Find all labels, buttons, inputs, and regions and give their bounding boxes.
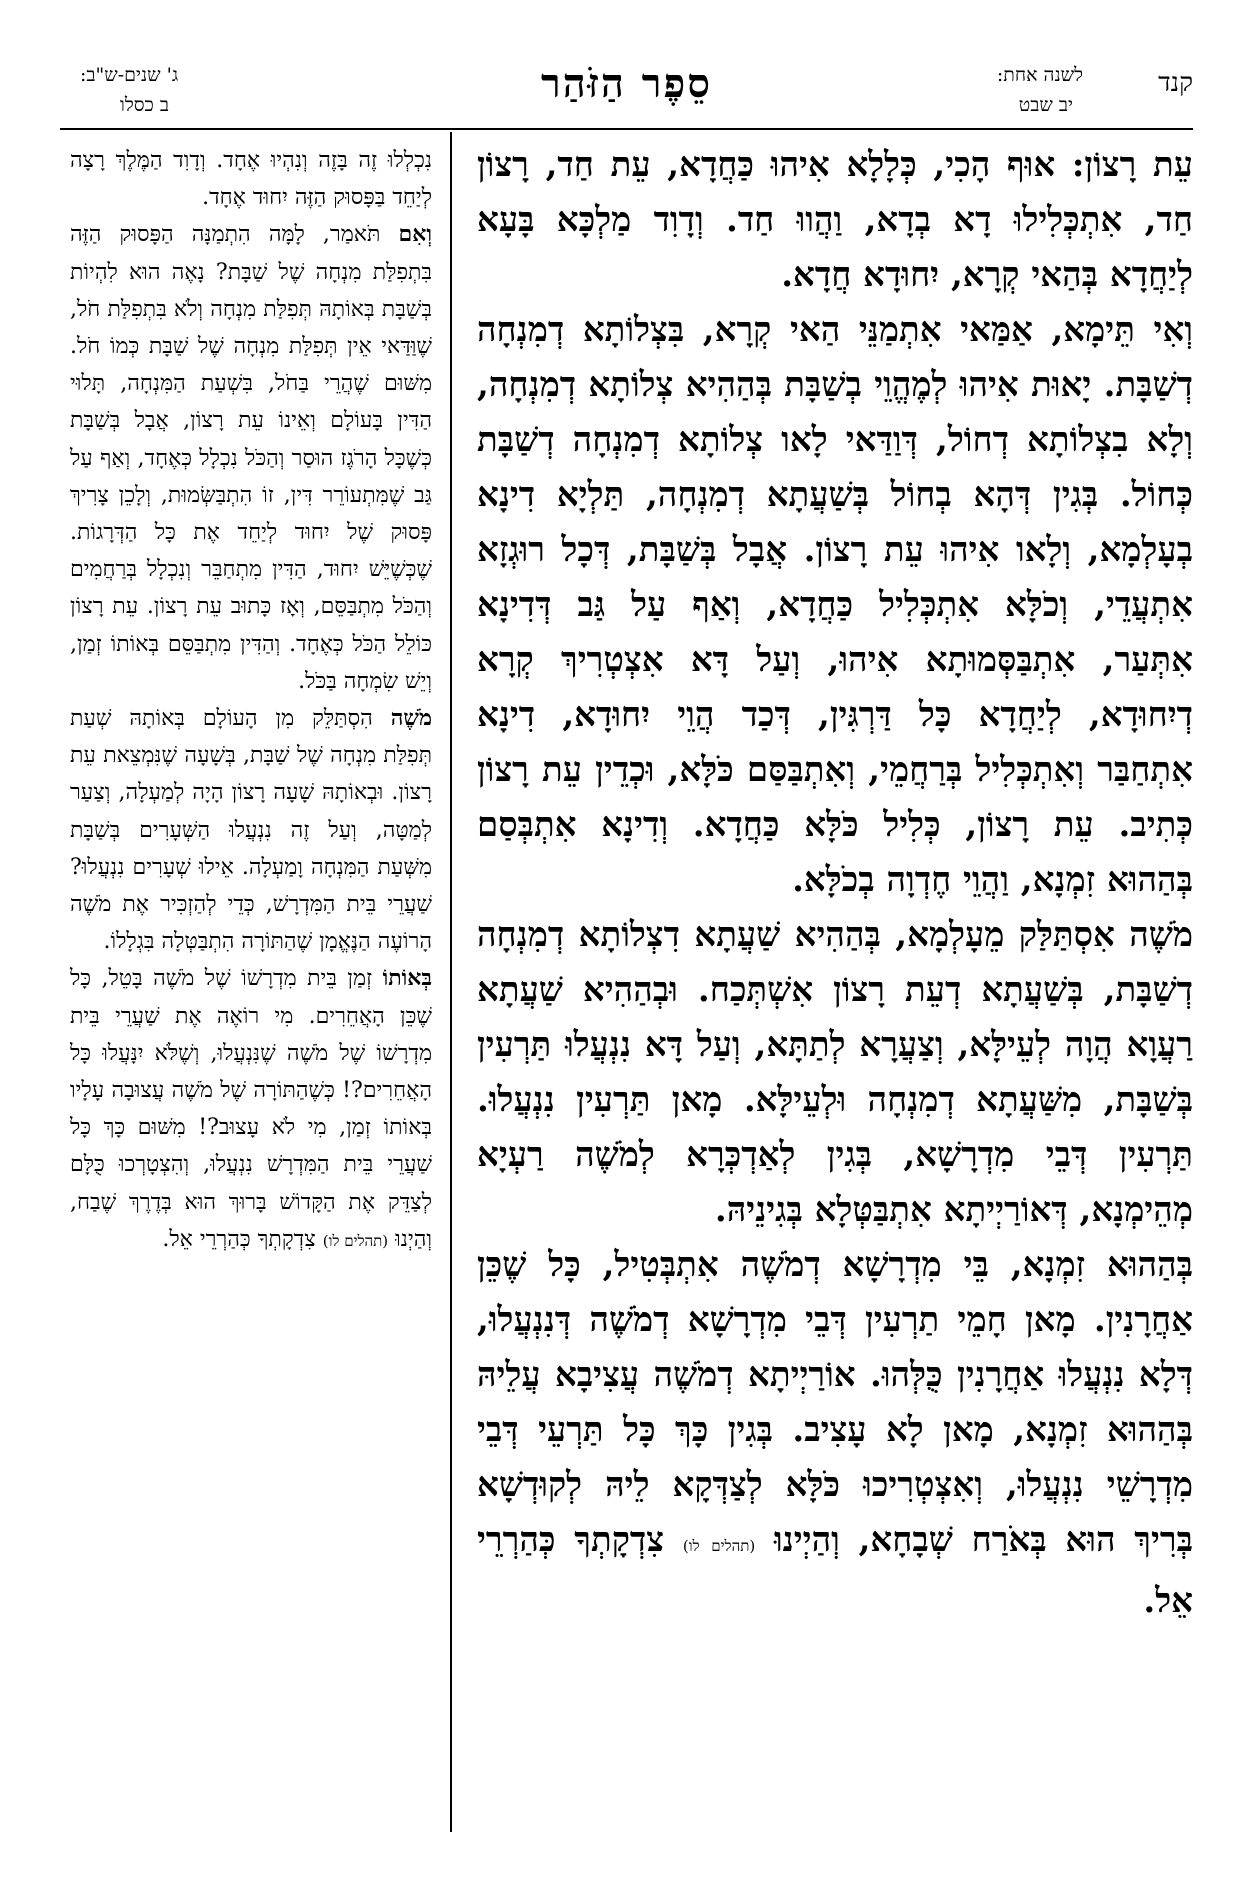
- hebrew-translation-column: [70, 142, 432, 1260]
- schedule-three-years-label: ג' שנים-ש"ב:: [80, 64, 179, 86]
- aramaic-column: [477, 138, 1193, 1629]
- main-citation: (תהלים לו): [682, 1537, 756, 1555]
- side-paragraph-2-lead: וְאִם: [398, 221, 432, 248]
- side-paragraph-2: וְאִם תֹּאמַר, לָמָּה הִתְמַנָּה הַפָּסוּק הַזֶּה בִּתְפִלַּת מִנְחָה שֶׁל שַׁבָּת? נָאֶה הוּא לִהְיוֹת בְּשַׁבָּת בְּאוֹתָהּ תְּפִלַּת מִנְחָה וְלֹא בִּתְפִלַּת חֹל, שֶׁוַּדַּאי אֵין תְּפִלַּת מִנְחָה שֶׁל שַׁבָּת כְּמוֹ חֹל. מִשּׁוּם שֶׁהֲרֵי בַּחֹל, בִּשְׁעַת הַמִּנְחָה, תָּלוּי הַדִּין בָּעוֹלָם וְאֵינוֹ עֵת רָצוֹן, אֲבָל בְּשַׁבָּת כְּשֶׁכָּל הָרֹגֶז הוּסַר וְהַכֹּל נִכְלָל כְּאֶחָד, וְאַף עַל גַּב שֶׁמִּתְעוֹרֵר דִּין, זוֹ הִתְבַּשְּׂמוּת, וְלָכֵן צָרִיךְ פָּסוּק שֶׁל יִחוּד לְיַחֵד אֶת כָּל הַדְּרָגוֹת. שֶׁכְּשֶׁיֵּשׁ יִחוּד, הַדִּין מִתְחַבֵּר וְנִכְלָל בְּרַחֲמִים וְהַכֹּל מִתְבַּסֵּם, וְאָז כָּתוּב עֵת רָצוֹן. עֵת רָצוֹן כּוֹלֵל הַכֹּל כְּאֶחָד. וְהַדִּין מִתְבַּסֵּם בְּאוֹתוֹ זְמַן, וְיֵשׁ שִׂמְחָה בַּכֹּל.: [70, 221, 432, 694]
- main-paragraph-4-lead: בְּהַהוּא: [1106, 1245, 1194, 1285]
- book-title: סֵפֶר הַזֹּהַר: [541, 60, 712, 107]
- main-paragraph-2: וְאִי תֵּימָא, אַמַּאי אִתְמַנֵּי הַאי קְרָא, בִּצְלוֹתָא דְמִנְחָה דְשַׁבָּת. יָאוּת אִיהוּ לְמֶהֱוֵי בְשַׁבָּת בְּהַהִיא צְלוֹתָא דְמִנְחָה, וְלָא בִצְלוֹתָא דְחוֹל, דְּוַדַּאי לָאו צְלוֹתָא דְמִנְחָה דְשַׁבָּת כְּחוֹל. בְּגִין דְּהָא בְחוֹל בְּשַׁעֲתָא דְמִנְחָה, תַּלְיָא דִינָא בְעָלְמָא, וְלָאו אִיהוּ עֵת רָצוֹן. אֲבָל בְּשַׁבָּת, דְּכָל רוּגְזָא אִתְעֲדֵי, וְכֹלָּא אִתְכְּלִיל כַּחֲדָא, וְאַף עַל גַּב דְּדִינָא אִתְּעַר, אִתְבַּסְּמוּתָא אִיהוּ, וְעַל דָּא אִצְטְרִיךְ קְרָא דְיִחוּדָא, לְיַחֲדָא כָּל דַּרְגִּין, דְּכַד הֲוֵי יִחוּדָא, דִינָא אִתְחַבַּר וְאִתְכְּלִיל בְּרַחֲמֵי, וְאִתְבַּסַּם כֹּלָּא, וּכְדֵין עֵת רָצוֹן כְּתִיב. עֵת רָצוֹן, כְּלִיל כֹּלָּא כַּחֲדָא. וְדִינָא אִתְבְּסַם בְּהַהוּא זִמְנָא, וַהֲוֵי חֶדְוָה בְכֹלָּא.: [477, 310, 1193, 900]
- side-paragraph-4-lead: בְּאוֹתוֹ: [382, 965, 432, 992]
- side-paragraph-3: מֹשֶׁה הִסְתַּלֵּק מִן הָעוֹלָם בְּאוֹתָהּ שְׁעַת תְּפִלַּת מִנְחָה שֶׁל שַׁבָּת, בְּשָׁעָה שֶׁנִּמְצֵאת עֵת רָצוֹן. וּבְאוֹתָהּ שָׁעָה רָצוֹן הָיָה לְמַעְלָה, וְצַעַר לְמַטָּה, וְעַל זֶה נִנְעֲלוּ הַשְּׁעָרִים בְּשַׁבָּת מִשְּׁעַת הַמִּנְחָה וָמַעְלָה. אֵילוּ שְׁעָרִים נִנְעֲלוּ? שַׁעֲרֵי בֵּית הַמִּדְרָשׁ, כְּדֵי לְהַזְכִּיר אֶת מֹשֶׁה הָרוֹעֶה הַנֶּאֱמָן שֶׁהַתּוֹרָה הִתְבַּטְּלָה בִּגְלָלוֹ.: [70, 705, 432, 955]
- page-number: קנד: [1158, 68, 1193, 98]
- page-header: [40, 60, 1213, 130]
- schedule-one-year-date: יב שבט: [1018, 94, 1073, 116]
- main-paragraph-3-lead: מֹשֶׁה: [1129, 915, 1194, 955]
- header-rule: [60, 128, 1193, 130]
- schedule-one-year-label: לשנה אחת:: [996, 64, 1083, 86]
- column-divider: [450, 132, 452, 1832]
- side-paragraph-4: בְּאוֹתוֹ זְמַן בֵּית מִדְרָשׁוֹ שֶׁל מֹשֶׁה בָּטֵל, כָּל שֶׁכֵּן הָאֲחֵרִים. מִי רוֹאֶה אֶת שַׁעֲרֵי בֵּית מִדְרָשׁוֹ שֶׁל מֹשֶׁה שֶׁנִּנְעֲלוּ, וְשֶׁלֹּא יִנָּעֲלוּ כָּל הָאֲחֵרִים?! כְּשֶׁהַתּוֹרָה שֶׁל מֹשֶׁה עֲצוּבָה עָלָיו בְּאוֹתוֹ זְמַן, מִי לֹא עָצוּב?! מִשּׁוּם כָּךְ כָּל שַׁעֲרֵי בֵּית הַמִּדְרָשׁ נִנְעֲלוּ, וְהִצְטָרְכוּ כֻּלָּם לְצַדֵּק אֶת הַקָּדוֹשׁ בָּרוּךְ הוּא בְּדֶרֶךְ שֶׁבַח, וְהַיְנוּ (תהלים לו) צִדְקָתְךָ כְּהַרְרֵי אֵל.: [70, 965, 432, 1252]
- main-paragraph-4: בְּהַהוּא זִמְנָא, בֵּי מִדְרָשָׁא דְמֹשֶׁה אִתְבְּטִיל, כָּל שֶׁכֵּן אַחֲרָנִין. מָאן חָמֵי תַרְעִין דְּבֵי מִדְרָשָׁא דְמֹשֶׁה דְּנִנְעֲלוּ, דְּלָא נִנְעֲלוּ אַחֲרָנִין כֻּלְּהוּ. אוֹרַיְיתָא דְמֹשֶׁה עֲצִיבָא עֲלֵיהּ בְּהַהוּא זִמְנָא, מָאן לָא עָצִיב. בְּגִין כָּךְ כָּל תַּרְעֵי דְּבֵי מִדְרָשֵׁי נִנְעֲלוּ, וְאִצְטְרִיכוּ כֹּלָּא לְצַדְּקָא לֵיהּ לְקוּדְשָׁא בְּרִיךְ הוּא בְּאֹרַח שְׁבָחָא, וְהַיְינוּ (תהלים לו) צִדְקָתְךָ כְּהַרְרֵי אֵל.: [477, 1245, 1194, 1621]
- main-paragraph-2-lead: וְאִי: [1153, 310, 1193, 350]
- side-paragraph-3-lead: מֹשֶׁה: [390, 705, 432, 732]
- side-paragraph-1: נִכְלְלוּ זֶה בָּזֶה וְנִהְיוּ אֶחָד. וְדָוִד הַמֶּלֶךְ רָצָה לְיַחֵד בַּפָּסוּק הַזֶּה יִחוּד אֶחָד.: [70, 148, 432, 211]
- schedule-three-years-date: ב כסלו: [120, 94, 170, 116]
- main-paragraph-3: מֹשֶׁה אִסְתַּלַּק מֵעָלְמָא, בְּהַהִיא שַׁעֲתָא דִצְלוֹתָא דְמִנְחָה דְשַׁבָּת, בְּשַׁעֲתָא דְעֵת רָצוֹן אִשְׁתְּכַח. וּבְהַהִיא שַׁעֲתָא רַעֲוָא הֲוָה לְעֵילָּא, וְצַעֲרָא לְתַתָּא, וְעַל דָּא נִנְעֲלוּ תַּרְעִין בְּשַׁבָּת, מִשַּׁעֲתָא דְמִנְחָה וּלְעֵילָּא. מָאן תַּרְעִין נִנְעֲלוּ. תַּרְעִין דְּבֵי מִדְרָשָׁא, בְּגִין לְאַדְכְּרָא לְמֹשֶׁה רַעְיָא מְהֵימְנָא, דְּאוֹרַיְיתָא אִתְבַּטְּלָא בְּגִינֵיהּ.: [477, 915, 1194, 1230]
- main-paragraph-1: עֵת רָצוֹן: אוּף הָכִי, כְּלָלָא אִיהוּ כַּחֲדָא, עֵת חַד, רָצוֹן חַד, אִתְכְּלִילוּ דָא בְדָא, וַהֲווּ חַד. וְדָוִד מַלְכָּא בָּעָא לְיַחֲדָא בְּהַאי קְרָא, יִחוּדָא חֲדָא.: [477, 145, 1193, 295]
- side-citation: (תהלים לו): [322, 1231, 389, 1250]
